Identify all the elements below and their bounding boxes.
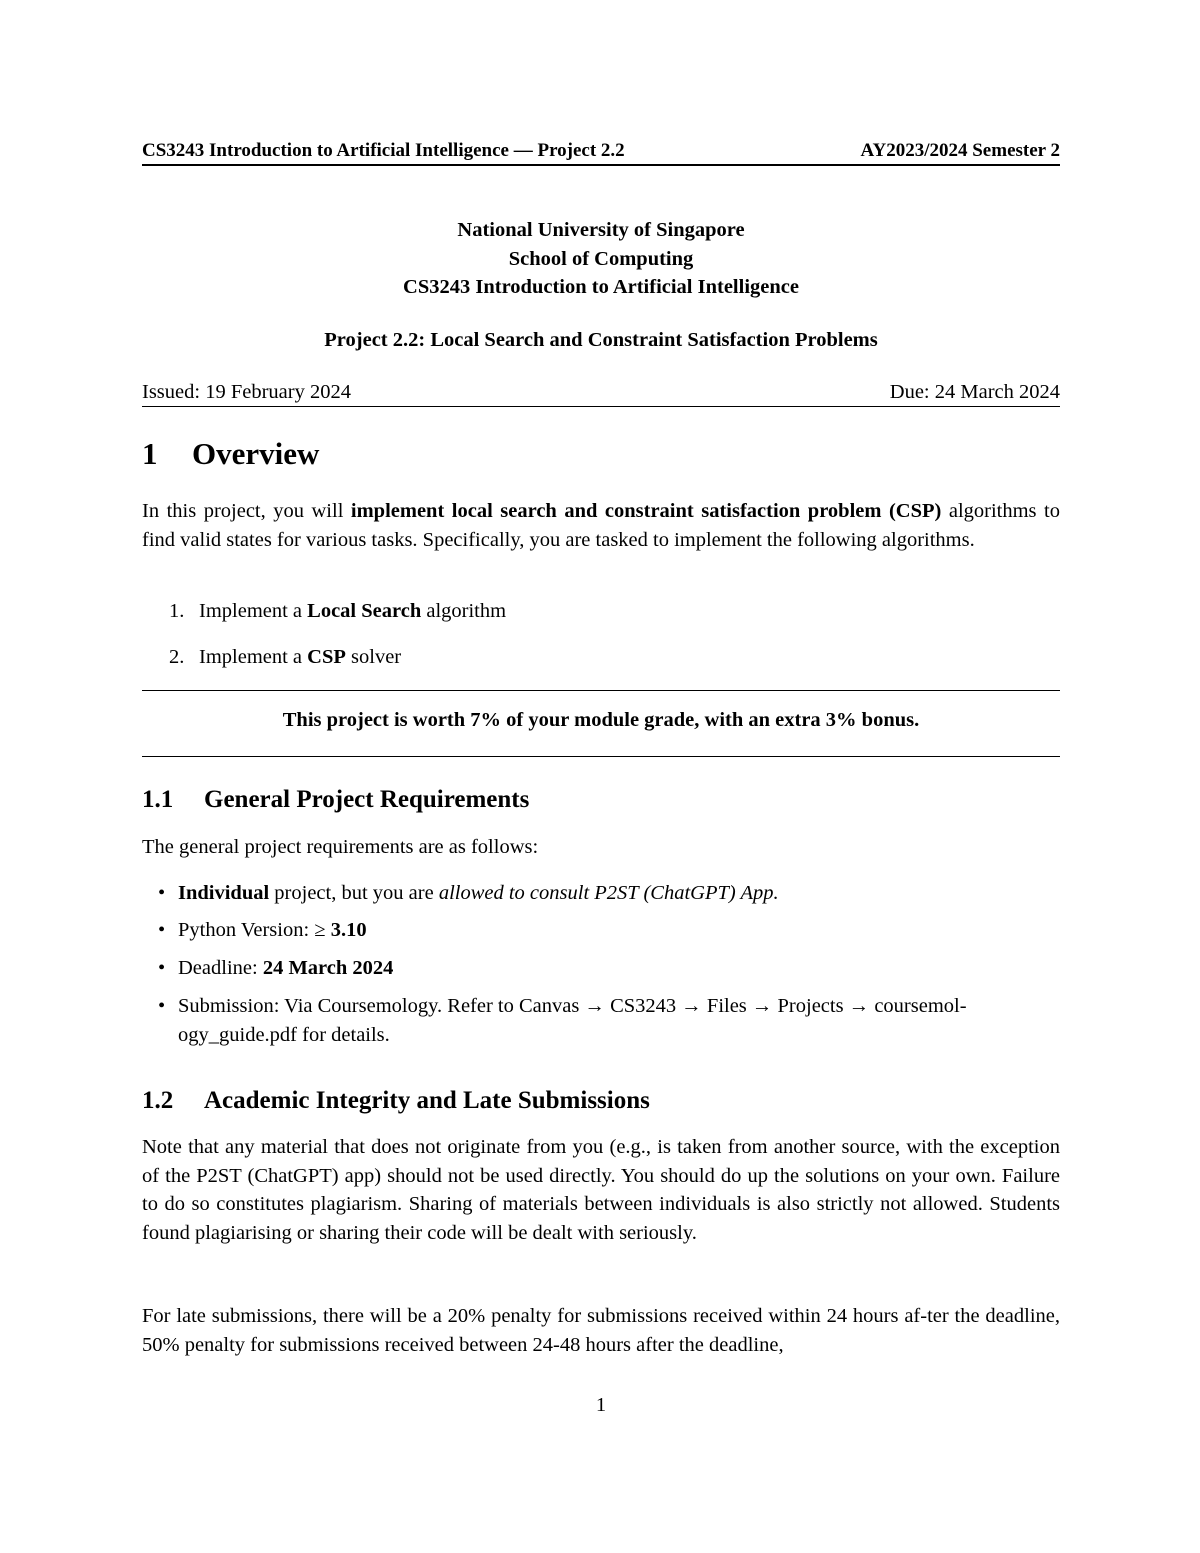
page-number: 1 [595, 1394, 607, 1416]
issued-date: Issued: 19 February 2024 [142, 381, 351, 403]
course-name: CS3243 Introduction to Artificial Intelligence [403, 276, 799, 298]
header-semester: AY2023/2024 Semester 2 [860, 140, 1060, 161]
section-title: Overview [192, 436, 320, 471]
list-item-text: Implement a [199, 646, 308, 668]
due-date: Due: 24 March 2024 [889, 381, 1060, 403]
section-1-2-heading [142, 1087, 650, 1115]
running-header [142, 140, 1060, 166]
grade-worth-note: This project is worth 7% of your module grade, with an extra 3% bonus. [282, 709, 920, 731]
overview-text-start: In this project, you will [142, 500, 351, 522]
integrity-paragraph: Note that any material that does not originate from you (e.g., is taken from another source, with the exception of the P2ST (ChatGPT) app) should not be used directly. You should do up the solutions on your own. Failure to do so constitutes plagiarism. Sharing of materials between individuals is also strictly not allowed. Students found plagiarising or sharing their code will be dealt with seriously. [142, 1136, 1060, 1244]
bullet-bold: 24 March 2024 [262, 957, 394, 979]
list-item-number: 2. [169, 646, 185, 668]
section-number: 1 [142, 436, 158, 471]
bullet-text: Python Version: ≥ [178, 919, 331, 941]
title-block [142, 216, 1060, 302]
list-item [158, 992, 1084, 1049]
bullet-bold: Individual [178, 882, 270, 904]
university-name: National University of Singapore [457, 219, 745, 241]
section-title: Academic Integrity and Late Submissions [204, 1087, 650, 1114]
requirements-intro: The general project requirements are as follows: [142, 836, 539, 858]
bullet-bold: 3.10 [330, 919, 367, 941]
overview-paragraph [142, 497, 1060, 554]
list-item [158, 879, 1084, 908]
bullet-text: Deadline: [178, 957, 263, 979]
list-item [158, 916, 1084, 945]
section-number: 1.1 [142, 786, 174, 813]
bullet-icon: • [158, 995, 166, 1017]
list-item-bold: Local Search [307, 600, 422, 622]
bullet-icon: • [158, 882, 166, 904]
divider [142, 756, 1060, 757]
overview-text-bold: implement local search and constraint satisfaction problem (CSP) [350, 500, 942, 522]
bullet-icon: • [158, 919, 166, 941]
project-title: Project 2.2: Local Search and Constraint Satisfaction Problems [324, 329, 878, 351]
list-item-number: 1. [169, 600, 185, 622]
bullet-text: Submission: Via Coursemology. Refer to Canvas → CS3243 → Files → Projects → coursemol-ogy_guide.pdf for details. [178, 995, 967, 1046]
bullet-italic: allowed to consult P2ST (ChatGPT) App. [438, 882, 779, 904]
list-item-text: algorithm [421, 600, 507, 622]
section-number: 1.2 [142, 1087, 174, 1114]
list-item-text: Implement a [199, 600, 308, 622]
divider [142, 690, 1060, 691]
list-item [169, 646, 401, 669]
list-item-text: solver [345, 646, 402, 668]
section-1-heading [142, 436, 319, 472]
late-submission-paragraph: For late submissions, there will be a 20% penalty for submissions received within 24 hours af-ter the deadline, 50% penalty for submissions received between 24-48 hours after the deadline, [142, 1305, 1060, 1356]
section-title: General Project Requirements [204, 786, 530, 813]
school-name: School of Computing [508, 247, 694, 270]
list-item [158, 954, 1084, 983]
list-item [169, 600, 506, 623]
bullet-text: project, but you are [269, 882, 439, 904]
section-1-1-heading [142, 786, 529, 814]
bullet-icon: • [158, 957, 166, 979]
list-item-bold: CSP [307, 646, 346, 668]
header-course-title: CS3243 Introduction to Artificial Intelligence — Project 2.2 [142, 140, 625, 161]
overview-text-end: algorithms to find valid states for various tasks. Specifically, you are tasked to implement the following algorithms. [142, 500, 1060, 551]
dates-row [142, 381, 1060, 407]
